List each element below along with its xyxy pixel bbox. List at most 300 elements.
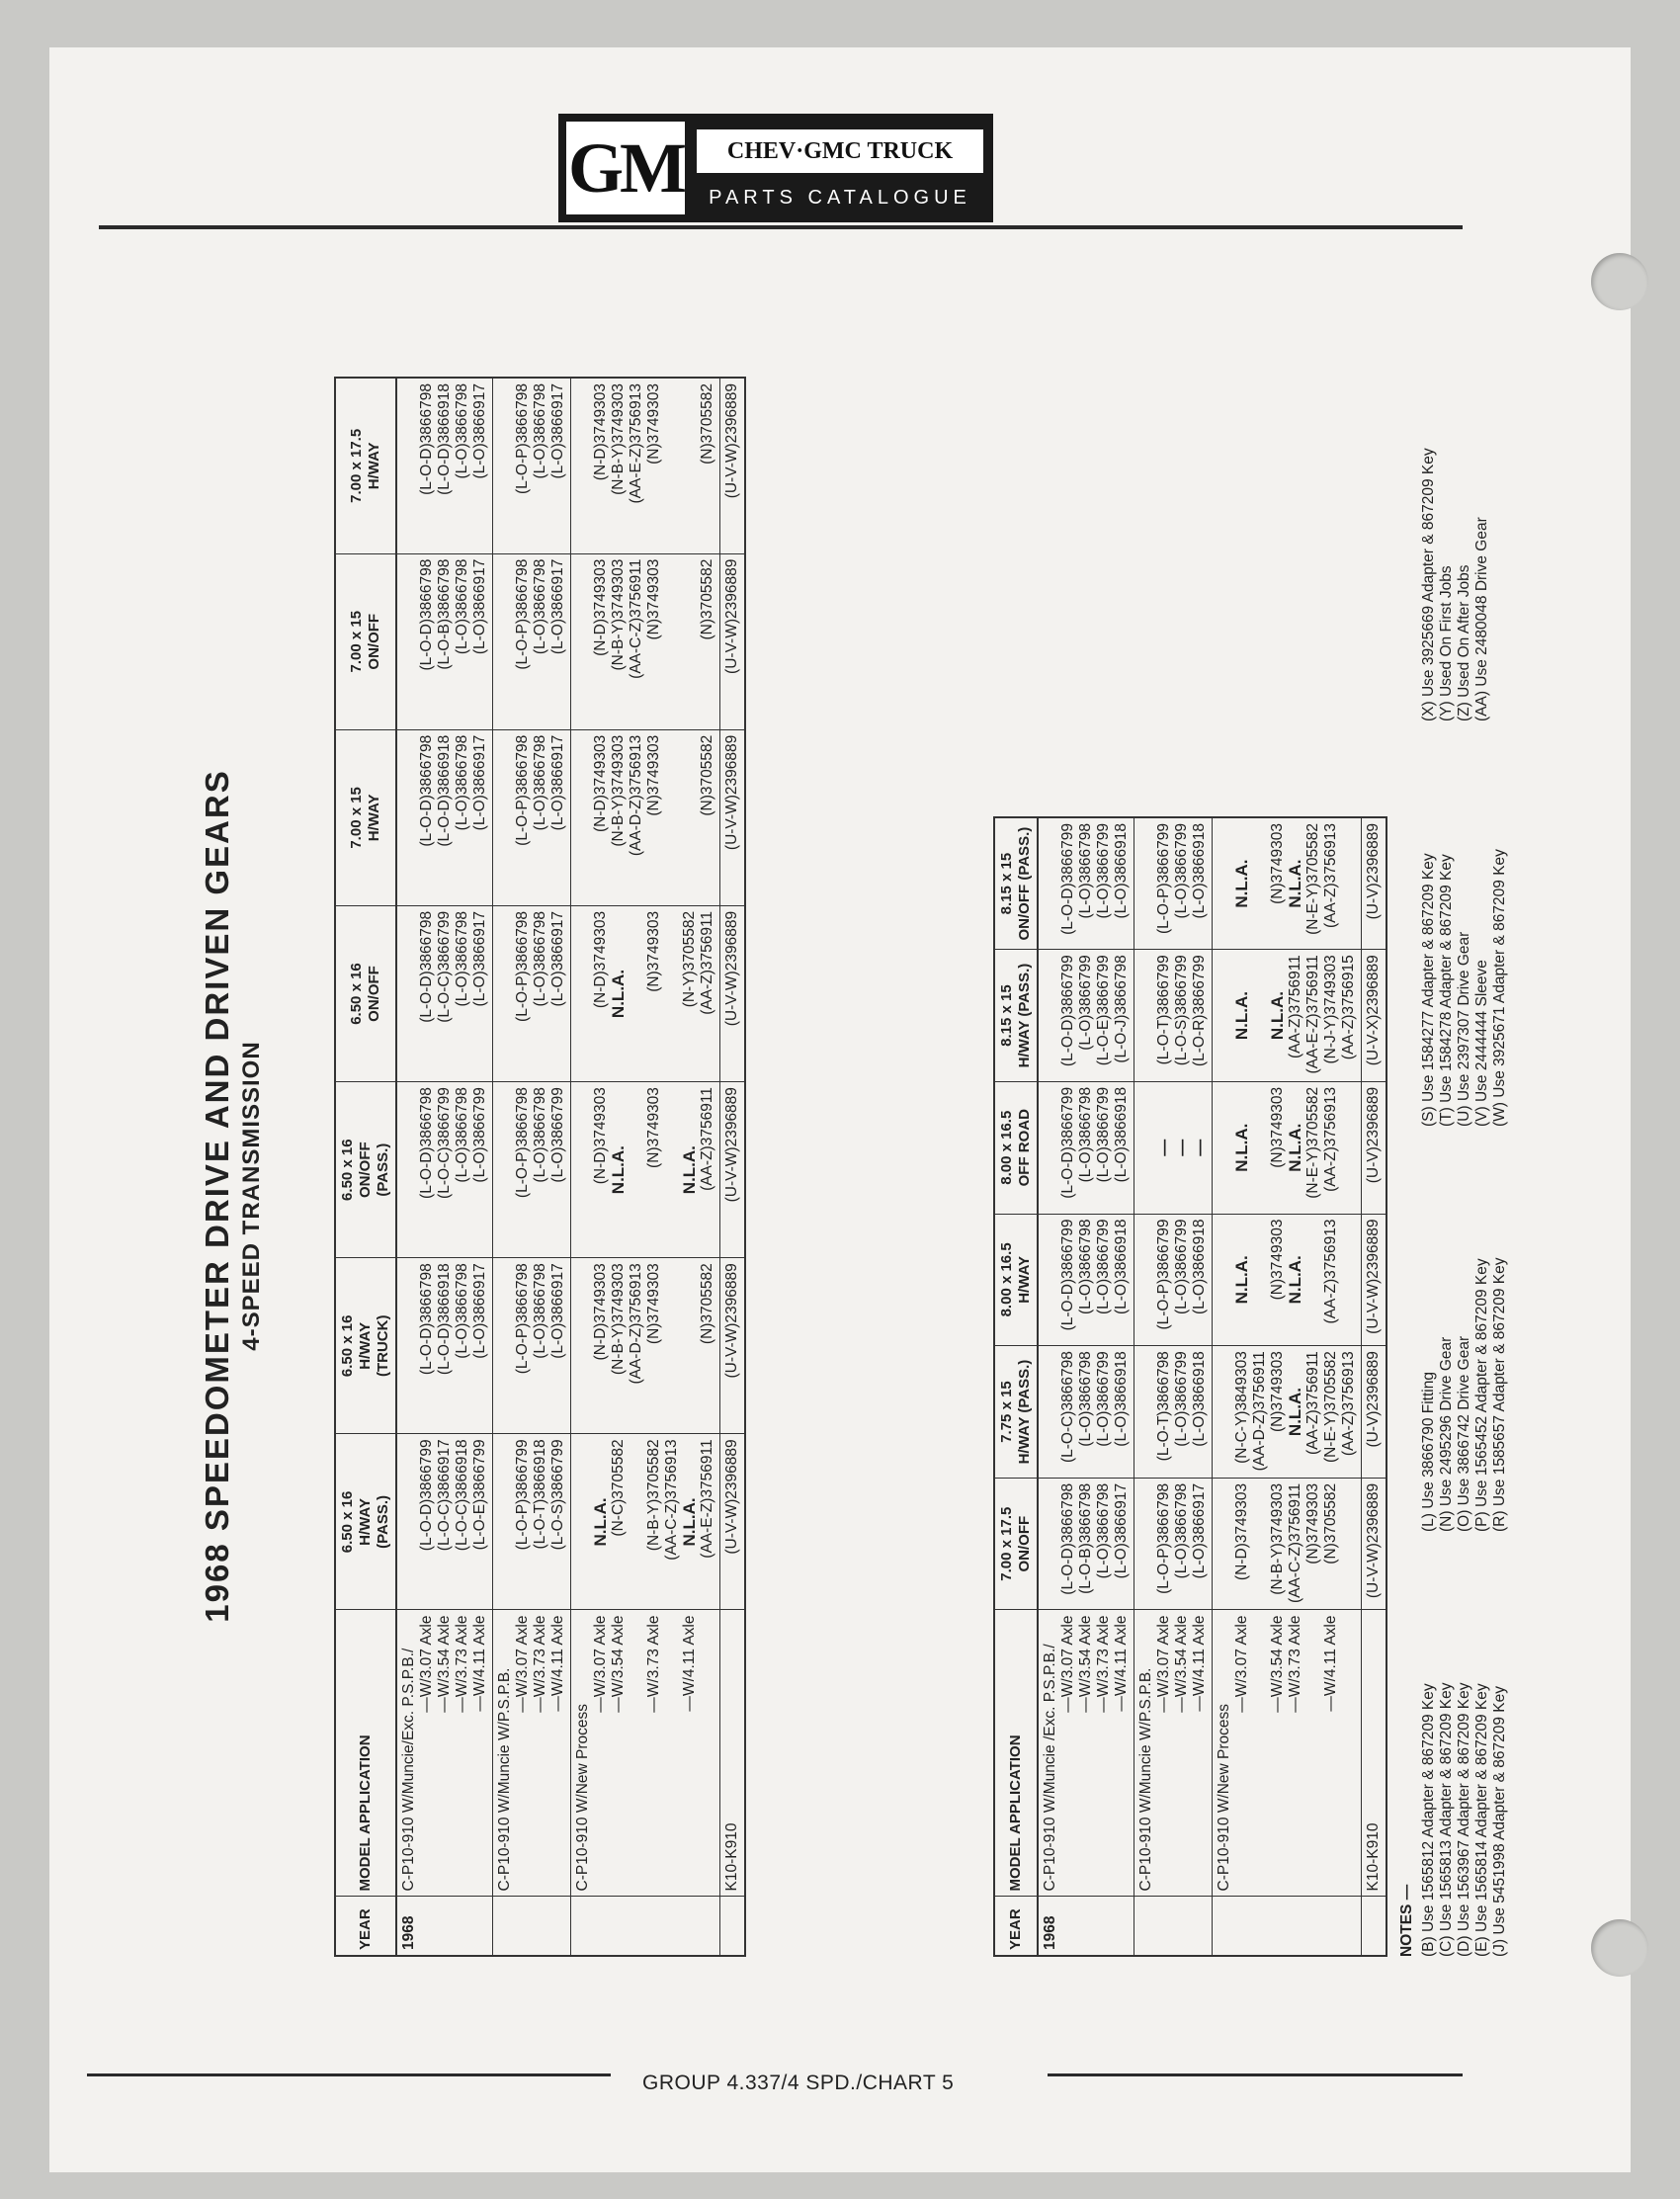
gear-value: (U-V-W)2396889 [1365, 1219, 1382, 1334]
model-line: —W/4.11 Axle [549, 1615, 566, 1712]
binder-hole-top [1591, 253, 1648, 310]
model-cell [396, 1610, 493, 1897]
gear-value: N.L.A. [680, 1497, 699, 1547]
notes-column-2 [1420, 1258, 1509, 1532]
model-cell [571, 1610, 720, 1897]
gear-value: N.L.A. [1232, 991, 1251, 1041]
gear-value: (L-O-S)3866799 [549, 1439, 566, 1551]
gear-value [400, 1439, 418, 1604]
note-line: (X) Use 3925669 Adapter & 867209 Key [1420, 448, 1437, 721]
gear-value [400, 1263, 418, 1428]
gear-value: (L-O-P)3866799 [1155, 1219, 1172, 1330]
gear-cell [1134, 1346, 1213, 1479]
gear-value: (L-O)3866917 [471, 734, 488, 831]
gear-value: (L-O)3866798 [454, 910, 470, 1007]
gear-cell [396, 1258, 493, 1434]
tire-size-header [994, 1214, 1038, 1346]
model-line: —W/3.54 Axle [1077, 1615, 1094, 1713]
header-line: H/WAY [366, 442, 382, 490]
gear-value [1042, 955, 1059, 1076]
gear-value: (L-O-T)3866798 [1155, 1351, 1172, 1462]
header-line: ON/OFF [366, 613, 382, 670]
gear-value [663, 911, 681, 1076]
gear-value: (L-O)3866799 [1095, 1086, 1112, 1183]
gear-cell [720, 553, 746, 729]
model-line [1304, 1616, 1322, 1892]
gear-value: (AA-D-Z)3756913 [628, 734, 644, 857]
gear-value: (L-O)3866799 [1173, 1351, 1190, 1447]
gear-cell [1134, 1081, 1213, 1214]
gear-value [574, 1263, 592, 1428]
gear-value: (N)3749303 [1269, 823, 1286, 904]
gear-value: (L-O-D)3866799 [1059, 955, 1076, 1067]
gear-cell [396, 378, 493, 553]
gear-value: (L-O)3866799 [1173, 1219, 1190, 1315]
gear-value: (N)3705582 [699, 1263, 715, 1345]
gear-value: (L-O-D)3866918 [436, 1263, 453, 1376]
gear-value [1216, 1351, 1233, 1473]
header-line: H/WAY [357, 1321, 374, 1370]
header-line: ON/OFF [366, 966, 382, 1022]
model-cell [1362, 1610, 1387, 1897]
gear-cell [493, 729, 571, 905]
gear-value: (L-O)3866917 [549, 558, 566, 655]
gm-logo-mark: GM [566, 122, 685, 214]
gear-value: (L-O-T)3866799 [1155, 955, 1172, 1065]
gear-value: (L-O)3866798 [532, 558, 548, 655]
note-line: (B) Use 1565812 Adapter & 867209 Key [1420, 1683, 1437, 1957]
gear-value: (L-O)3866917 [549, 734, 566, 831]
model-line: —W/3.73 Axle [532, 1615, 548, 1713]
model-line: —W/3.73 Axle [1095, 1615, 1112, 1713]
gear-value: (AA-D-Z)3756913 [628, 1263, 644, 1385]
gear-value: (AA-C-Z)3756911 [1287, 1482, 1303, 1604]
gear-value: (U-V-W)2396889 [723, 1439, 740, 1555]
gear-value: (L-O-D)3866798 [418, 734, 435, 847]
gear-cell [1038, 1346, 1134, 1479]
gm-logo [558, 114, 993, 222]
gear-cell [493, 378, 571, 553]
gear-value: (L-O)3866798 [532, 1263, 548, 1359]
gear-value: (L-O-E)3866799 [1095, 955, 1112, 1066]
gear-value: (N)3749303 [645, 383, 662, 465]
model-header [994, 1610, 1038, 1897]
note-line: (R) Use 1585657 Adapter & 867209 Key [1491, 1257, 1508, 1532]
gear-cell [1134, 817, 1213, 950]
gear-cell [1213, 1214, 1362, 1346]
model-line: —W/3.07 Axle [514, 1615, 531, 1713]
gear-value [1251, 1483, 1269, 1605]
notes-column-4 [1420, 448, 1491, 721]
gear-value [496, 559, 514, 724]
gear-cell [720, 729, 746, 905]
gear-value: (N-B-Y)3749303 [610, 558, 627, 671]
gear-value: (AA-Z)3756911 [1304, 1351, 1321, 1456]
gear-value [628, 911, 645, 1076]
gear-value: (L-O)3866798 [454, 1087, 470, 1183]
header-line: ON/OFF [357, 1142, 374, 1198]
note-line: (L) Use 3866790 Fitting [1420, 1372, 1437, 1532]
model-cell [1134, 1610, 1213, 1897]
gear-value: (L-O)3866798 [1095, 1482, 1112, 1579]
table-row [1362, 817, 1387, 1956]
gear-value: (L-O-D)3866799 [1059, 823, 1076, 935]
year-cell: 1968 [396, 1897, 493, 1956]
gear-value: (L-O)3866798 [1077, 823, 1094, 919]
gear-cell [493, 1258, 571, 1434]
gear-cell [1038, 817, 1134, 950]
gear-cell [1362, 1346, 1387, 1479]
gear-value: N.L.A. [609, 969, 628, 1019]
model-line: —W/3.07 Axle [592, 1615, 609, 1713]
note-line: (U) Use 2397307 Drive Gear [1456, 931, 1472, 1127]
gear-value: (L-O)3866917 [471, 1263, 488, 1359]
gear-value: (L-O)3866798 [532, 910, 548, 1007]
model-line: —W/3.73 Axle [645, 1615, 662, 1713]
year-cell: 1968 [1038, 1897, 1134, 1956]
gear-cell [1038, 1081, 1134, 1214]
gear-value: (U-V-W)2396889 [723, 910, 740, 1027]
gear-value: (N)3749303 [1269, 1351, 1286, 1433]
gear-value: (U-V-W)2396889 [723, 558, 740, 674]
gear-value: (L-O-P)3866798 [514, 558, 531, 670]
gear-value: (L-O-S)3866799 [1173, 955, 1190, 1066]
model-line: C-P10-910 W/New Process [1216, 1703, 1232, 1892]
gear-value [663, 383, 681, 549]
gear-cell [571, 905, 720, 1081]
gear-value [496, 735, 514, 900]
header-line: MODEL APPLICATION [1007, 1734, 1024, 1892]
header-line: 6.50 x 16 [339, 1490, 356, 1554]
gear-value: (N)3749303 [645, 1263, 662, 1345]
gear-value: (AA-Z)3756911 [1287, 955, 1303, 1059]
gear-value: (N-D)3749303 [592, 1263, 609, 1361]
tire-size-header [994, 1478, 1038, 1610]
header-line: YEAR [1007, 1908, 1024, 1950]
gear-cell [493, 553, 571, 729]
rotated-chart [198, 376, 1522, 2016]
gear-value [1137, 1351, 1155, 1473]
tire-size-header [335, 553, 396, 729]
year-cell [493, 1897, 571, 1956]
gear-value: (L-O)3866917 [1113, 1482, 1130, 1579]
gear-value: — [1190, 1139, 1209, 1156]
year-cell [1134, 1897, 1213, 1956]
year-cell [1213, 1897, 1362, 1956]
gear-value: (AA-D-Z)3756911 [1251, 1351, 1268, 1472]
header-line: (PASS.) [375, 1494, 391, 1549]
gear-value: (L-O-P)3866798 [514, 734, 531, 846]
header-line: H/WAY [366, 794, 382, 842]
gear-value: (N)3749303 [645, 558, 662, 640]
gear-value: (L-O)3866917 [1191, 1482, 1208, 1579]
gear-value: (L-O)3866918 [1191, 1351, 1208, 1447]
gear-value: (L-O)3866798 [1077, 1219, 1094, 1315]
note-line: (O) Use 3866742 Drive Gear [1456, 1335, 1472, 1532]
gear-value [1042, 1087, 1059, 1209]
model-line: K10-K910 [723, 1822, 740, 1892]
gear-value: (U-V-W)2396889 [723, 734, 740, 851]
year-cell [720, 1897, 746, 1956]
gear-value: (N)3705582 [699, 734, 715, 816]
gear-value [681, 1263, 699, 1428]
gear-value [1216, 1220, 1233, 1341]
gear-value: (U-V-W)2396889 [723, 1263, 740, 1379]
model-line: —W/3.54 Axle [1269, 1615, 1286, 1713]
gear-value: (N)3749303 [645, 734, 662, 816]
gear-value: (L-O)3866918 [1113, 1219, 1130, 1315]
gear-value: (U-V)2396889 [1365, 1086, 1382, 1184]
model-line [628, 1616, 645, 1892]
gear-value: (L-O-C)3866799 [436, 910, 453, 1023]
model-line: C-P10-910 W/Muncie W/P.S.P.B. [496, 1667, 513, 1892]
gear-cell [1213, 1081, 1362, 1214]
gear-value: (AA-C-Z)3756911 [628, 558, 644, 679]
gear-value: N.L.A. [1286, 1123, 1304, 1172]
title-block [198, 376, 267, 2016]
gear-value [628, 1087, 645, 1252]
gear-value [1042, 1220, 1059, 1341]
gear-cell [1362, 817, 1387, 950]
gear-value: (AA-Z)3756911 [699, 1087, 715, 1191]
gear-value: (N-D)3749303 [592, 734, 609, 833]
gear-value: (AA-Z)3756913 [1340, 1351, 1357, 1457]
gear-value: (U-V-X)2396889 [1365, 955, 1382, 1066]
note-line: (D) Use 1563967 Adapter & 867209 Key [1456, 1682, 1472, 1957]
gear-value: (L-O)3866917 [549, 383, 566, 479]
gear-value: (L-O)3866798 [454, 734, 470, 831]
gear-value: — [1172, 1139, 1191, 1156]
gear-value: (U-V-W)2396889 [1365, 1482, 1382, 1599]
gear-value: (L-O)3866918 [1113, 1086, 1130, 1183]
gear-value [1042, 1483, 1059, 1605]
gear-value: (N)3749303 [1304, 1482, 1321, 1565]
gear-cell [571, 553, 720, 729]
tire-size-header [335, 1258, 396, 1434]
model-line: —W/4.11 Axle [471, 1615, 488, 1712]
model-line [1251, 1616, 1269, 1892]
gear-value: (N-E-Y)3705582 [1322, 1351, 1339, 1464]
gear-value: (AA-Z)3756913 [1322, 823, 1339, 928]
gear-cell [1362, 1081, 1387, 1214]
tire-size-header [335, 1082, 396, 1258]
gear-value [663, 559, 681, 724]
gear-value [1251, 1087, 1269, 1209]
tire-size-header [335, 729, 396, 905]
note-line: (E) Use 1565814 Adapter & 867209 Key [1473, 1683, 1490, 1957]
gear-value [1137, 1220, 1155, 1341]
gear-value: (L-O)3866917 [549, 1263, 566, 1359]
model-line: C-P10-910 W/Muncie /Exc. P.S.P.B./ [1042, 1644, 1058, 1892]
gear-value: N.L.A. [680, 1145, 699, 1195]
gear-cell [396, 729, 493, 905]
header-line: 8.15 x 15 [998, 984, 1015, 1047]
gear-value: (L-O-D)3866798 [1059, 1482, 1076, 1595]
gear-cell [1038, 1478, 1134, 1610]
gear-cell [396, 1082, 493, 1258]
gear-value: (L-O-P)3866798 [514, 383, 531, 495]
gear-value: — [1154, 1139, 1173, 1156]
gear-cell [493, 905, 571, 1081]
gear-value [681, 383, 699, 549]
gear-value: (L-O-D)3866799 [1059, 1086, 1076, 1199]
gear-value: (L-O-E)3866799 [471, 1439, 488, 1551]
model-line: K10-K910 [1365, 1822, 1382, 1892]
gear-value: N.L.A. [1286, 1255, 1304, 1305]
gear-value: N.L.A. [1232, 859, 1251, 908]
gear-value: (L-O)3866918 [1191, 1219, 1208, 1315]
gear-cell [720, 1082, 746, 1258]
gear-value: (L-O-B)3866798 [436, 558, 453, 670]
gear-value [1251, 955, 1269, 1076]
gear-value: N.L.A. [1286, 859, 1304, 908]
gear-value: (L-O-R)3866799 [1191, 955, 1208, 1067]
gear-value: (N-J-Y)3749303 [1322, 955, 1339, 1064]
gear-value [663, 1087, 681, 1252]
model-line: —W/4.11 Axle [681, 1615, 698, 1712]
brand-name: CHEV·GMC TRUCK [697, 129, 983, 173]
header-line: 6.50 x 16 [348, 963, 365, 1025]
header-line: H/WAY (PASS.) [1016, 963, 1033, 1068]
gear-value: N.L.A. [609, 1145, 628, 1195]
gear-value: (N-E-Y)3705582 [1304, 1086, 1321, 1199]
gear-value: (L-O-J)3866798 [1113, 955, 1130, 1063]
note-line: (AA) Use 2480048 Drive Gear [1473, 517, 1490, 721]
header-line: 7.00 x 17.5 [348, 428, 365, 503]
page-footer: GROUP 4.337/4 SPD./CHART 5 [642, 2072, 955, 2094]
gear-cell [720, 1434, 746, 1610]
gear-value: N.L.A. [1232, 1123, 1251, 1172]
model-line: —W/4.11 Axle [1113, 1615, 1130, 1712]
gear-value: (L-O)3866798 [454, 558, 470, 655]
gear-value: (N)3705582 [699, 383, 715, 465]
gear-value: (L-O-T)3866918 [532, 1439, 548, 1550]
model-line: —W/3.54 Axle [436, 1615, 453, 1713]
gear-value: (L-O)3866918 [1113, 823, 1130, 919]
year-header [335, 1897, 396, 1956]
header-line: 7.00 x 15 [348, 787, 365, 849]
gear-value [1137, 823, 1155, 944]
gear-value: (N-B-Y)3749303 [610, 383, 627, 495]
header-line: 8.00 x 16.5 [998, 1110, 1015, 1185]
gear-value: (AA-Z)3756915 [1340, 955, 1357, 1060]
gear-value: (L-O-D)3866918 [436, 383, 453, 495]
gear-value [1137, 955, 1155, 1076]
gear-cell [720, 378, 746, 553]
model-cell [1038, 1610, 1134, 1897]
model-line: —W/3.54 Axle [610, 1615, 627, 1713]
header-line: ON/OFF [1016, 1515, 1033, 1572]
gear-value [400, 559, 418, 724]
gear-value [1216, 823, 1233, 944]
table-row [396, 378, 493, 1956]
gear-value [496, 1439, 514, 1604]
header-line: YEAR [357, 1908, 374, 1950]
gear-value [496, 1087, 514, 1252]
gear-value: (L-O-P)3866799 [514, 1439, 531, 1551]
header-line: (TRUCK) [375, 1314, 391, 1378]
binder-hole-bottom [1591, 1919, 1648, 1977]
header-line: OFF ROAD [1016, 1109, 1033, 1187]
gear-value: (L-O)3866917 [471, 910, 488, 1007]
gear-value: (N-B-Y)3749303 [610, 1263, 627, 1376]
table-row [1213, 817, 1362, 1956]
gear-value: (L-O-B)3866798 [1077, 1482, 1094, 1594]
gear-value: (N-B-Y)3749303 [610, 734, 627, 847]
gear-value: (AA-Z)3756911 [699, 910, 715, 1015]
gear-value: (L-O)3866799 [1077, 955, 1094, 1051]
year-cell [571, 1897, 720, 1956]
table-row [493, 378, 571, 1956]
gear-value: (U-V)2396889 [1365, 823, 1382, 920]
model-line: —W/3.07 Axle [1233, 1615, 1250, 1713]
footer-rule-left [87, 2073, 611, 2076]
gear-value [1216, 1483, 1233, 1605]
tire-size-header [994, 950, 1038, 1082]
gear-value: (N-D)3749303 [1233, 1482, 1250, 1581]
gear-value: (L-O)3866917 [549, 910, 566, 1007]
model-line: —W/3.07 Axle [1155, 1615, 1172, 1713]
gear-value: (L-O)3866798 [1077, 1086, 1094, 1183]
gear-value: (L-O-D)3866799 [1059, 1219, 1076, 1331]
gear-value [496, 383, 514, 549]
gear-value: N.L.A. [1268, 991, 1287, 1041]
gear-value: (L-O-D)3866798 [418, 1087, 435, 1199]
page-title: 1968 SPEEDOMETER DRIVE AND DRIVEN GEARS [199, 769, 235, 1623]
table-row [720, 378, 746, 1956]
gear-value: (AA-C-Z)3756913 [663, 1439, 680, 1561]
gear-value: (AA-E-Z)3756913 [628, 383, 644, 504]
gear-value: (L-O)3866799 [1095, 1219, 1112, 1315]
gear-value: (L-O)3866799 [1173, 823, 1190, 919]
gear-cell [1134, 1478, 1213, 1610]
notes-block [1398, 376, 1508, 1957]
gear-cell [571, 729, 720, 905]
gear-value: (AA-Z)3756913 [1322, 1219, 1339, 1324]
table-row [1134, 817, 1213, 1956]
gear-cell [571, 1434, 720, 1610]
header-line: ON/OFF (PASS.) [1016, 826, 1033, 941]
gear-cell [1362, 950, 1387, 1082]
model-line: —W/3.54 Axle [1173, 1615, 1190, 1713]
gear-cell [1362, 1214, 1387, 1346]
notes-column-1 [1420, 1683, 1509, 1957]
model-line: —W/3.07 Axle [1059, 1615, 1076, 1713]
model-line [663, 1616, 681, 1892]
header-line: (PASS.) [375, 1142, 391, 1197]
notes-heading: NOTES — [1398, 1884, 1415, 1957]
gear-value: (L-O-D)3866798 [418, 558, 435, 671]
gear-value: (L-O)3866918 [1191, 823, 1208, 919]
gear-value: (AA-E-Z)3756911 [699, 1439, 715, 1559]
gear-cell [571, 378, 720, 553]
header-rule [99, 225, 1463, 229]
gear-value: (N-C)3705582 [610, 1439, 627, 1537]
tire-size-header [994, 1081, 1038, 1214]
header-line: 6.50 x 16 [339, 1314, 356, 1378]
gear-value: (L-O-P)3866798 [514, 910, 531, 1022]
gear-value: (L-O)3866798 [532, 734, 548, 831]
gear-value: (L-O)3866799 [1095, 1351, 1112, 1447]
note-line: (Z) Used On After Jobs [1456, 564, 1472, 721]
gear-value: (N-D)3749303 [592, 1087, 609, 1185]
gear-value: (L-O)3866798 [454, 383, 470, 479]
tire-size-header [335, 378, 396, 553]
gear-cell [1362, 1478, 1387, 1610]
model-cell [720, 1610, 746, 1897]
gear-value: (L-O-D)3866798 [418, 383, 435, 495]
model-line: C-P10-910 W/Muncie W/P.S.P.B. [1137, 1667, 1154, 1892]
